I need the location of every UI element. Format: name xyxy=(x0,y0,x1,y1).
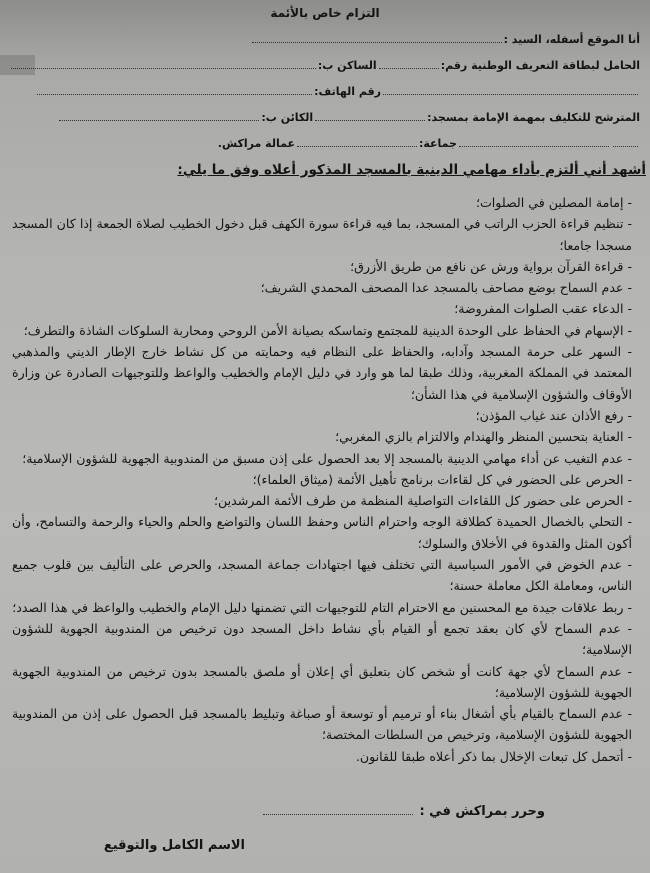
declaration-heading: أشهد أني ألتزم بأداء مهامي الدينية بالمسجد المذكور أعلاه وفق ما يلي: xyxy=(177,162,646,178)
commitment-item: - إمامة المصلين في الصلوات؛ xyxy=(475,195,632,210)
field-signatory-name xyxy=(250,33,640,46)
blank-address[interactable] xyxy=(11,59,316,69)
commitment-item: - عدم الخوض في الأمور السياسية التي تختلف فيها اجتهادات جماعة المسجد، والحرص على التأليف بين قلوب جميع الناس، ومعاملة الكل معاملة حسنة؛ xyxy=(12,557,632,594)
signature-label: الاسم الكامل والتوقيع xyxy=(103,838,245,853)
field-mosque xyxy=(57,111,640,124)
blank-mosque[interactable] xyxy=(315,111,425,121)
field-phone xyxy=(35,85,640,98)
commitment-item: - التحلي بالخصال الحميدة كطلاقة الوجه واحترام الناس وحفظ اللسان والتواضع والحلم والحياء والرحمة والتسامح، وأن أكون المثل والقدوة في الأخلاق والسلوك؛ xyxy=(12,514,632,551)
commitment-item: - ربط علاقات جيدة مع المحسنين مع الاحترام التام للتوجيهات التي تضمنها دليل الإمام والخطيب والواعظ في هذا الصدد؛ xyxy=(12,599,632,615)
commitment-item: - رفع الأذان عند غياب المؤذن؛ xyxy=(475,407,632,423)
commitment-item: - الحرص على الحضور في كل لقاءات برنامج تأهيل الأئمة (ميثاق العلماء)؛ xyxy=(252,471,632,487)
blank-name[interactable] xyxy=(252,33,502,43)
field-label: جماعة: xyxy=(418,137,457,150)
blank-date[interactable] xyxy=(263,805,413,815)
field-label: رقم الهاتف: xyxy=(314,85,381,98)
field-label: الساكن ب: xyxy=(317,59,377,72)
commitment-item: - السهر على حرمة المسجد وآدابه، والحفاظ على النظام فيه وحمايته من كل نشاط خارج الإطار الديني والمذهبي المعتمد في المملكة المغربية، وذلك طبقا لما هو وارد في دليل الإمام والخطيب والواعظ وللتوجيهات الصادرة عن وزارة الأوقاف والشؤون الإسلامية في هذا الشأن؛ xyxy=(12,344,632,402)
field-label: الحامل لبطاقة التعريف الوطنية رقم: xyxy=(440,59,640,72)
blank-phone[interactable] xyxy=(37,85,312,95)
commitment-item: - العناية بتحسين المنظر والهندام والالتزام بالزي المغربي؛ xyxy=(335,429,632,445)
field-commune xyxy=(218,137,640,150)
blank-prefecture[interactable] xyxy=(297,137,417,147)
commitment-item: - عدم السماح بالقيام بأي أشغال بناء أو ترميم أو توسعة أو صباغة وتبليط بالمسجد قبل الحصول على إذن من المندوبية الجهوية للشؤون الإسلامية، وترخيص من السلطات المختصة؛ xyxy=(12,706,632,743)
blank-commune[interactable] xyxy=(459,137,609,147)
commitment-item: - عدم السماح بوضع مصاحف بالمسجد عدا المصحف المحمدي الشريف؛ xyxy=(260,280,632,296)
field-label: الكائن ب: xyxy=(261,111,314,124)
field-label: أنا الموقع أسفله، السيد : xyxy=(503,33,640,46)
commitment-item: - قراءة القرآن برواية ورش عن نافع من طريق الأزرق؛ xyxy=(350,258,632,274)
commitment-item: - الإسهام في الحفاظ على الوحدة الدينية للمجتمع وتماسكه بصيانة الأمن الروحي ومحاربة السلوكات الشاذة والتطرف؛ xyxy=(23,322,632,338)
blank-phone-prefix[interactable] xyxy=(383,85,638,95)
commitment-item: - تنظيم قراءة الحزب الراتب في المسجد، بما فيه قراءة سورة الكهف قبل دخول الخطيب لصلاة الجمعة إذا كان المسجد مسجدا جامعا؛ xyxy=(12,216,632,253)
commitment-item: - الحرص على حضور كل اللقاءات التواصلية المنظمة من طرف الأئمة المرشدين؛ xyxy=(214,493,632,509)
document-title: التزام خاص بالأئمة xyxy=(270,6,380,20)
commitment-item: - الدعاء عقب الصلوات المفروضة؛ xyxy=(454,301,632,317)
field-id-card xyxy=(9,59,640,72)
commitment-item: - عدم التغيب عن أداء مهامي الدينية بالمسجد إلا بعد الحصول على إذن مسبق من المندوبية الجهوية للشؤون الإسلامية؛ xyxy=(22,450,632,466)
commitment-item: - عدم السماح لأي جهة كانت أو شخص كان بتعليق أي إعلان أو ملصق بالمسجد بدون ترخيص من المندوبية الجهوية الجهوية للشؤون الإسلامية؛ xyxy=(12,663,632,700)
blank-commune-prefix[interactable] xyxy=(613,137,638,147)
signature-place-label: وحرر بمراكش في : xyxy=(419,804,545,819)
blank-mosque-location[interactable] xyxy=(59,111,259,121)
commitments-list xyxy=(12,192,632,767)
commitment-item: - أتحمل كل تبعات الإخلال بما ذكر أعلاه طبقا للقانون. xyxy=(355,748,632,764)
field-label: المترشح للتكليف بمهمة الإمامة بمسجد: xyxy=(427,111,640,124)
field-label: عمالة مراكش. xyxy=(217,137,295,150)
commitment-item: - عدم السماح لأي كان بعقد تجمع أو القيام بأي نشاط داخل المسجد دون ترخيص من المندوبية الجهوية للشؤون الإسلامية؛ xyxy=(12,620,632,658)
signature-place-date xyxy=(261,804,545,819)
blank-id-number[interactable] xyxy=(379,59,439,69)
